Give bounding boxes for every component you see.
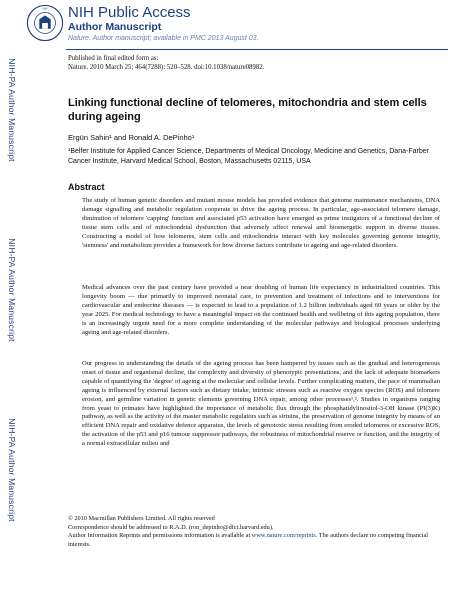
author-info-note: Author Information Reprints and permissions information is available at www.nature.com/reprints. The authors declare no competing financial interests. [68, 532, 429, 548]
body-paragraph-2: Our progress in understanding the details of the ageing process has been hampered by issues such as the gradual and heterogeneous onset of tissue and organismal decline, the complexity and diversity of phenotypic presentations, and the lack of adequate biomarkers capable of quantifying the 'degree' of ageing at the molecular and cellular levels. Further complicating matters, the pace of mammalian ageing is influenced by external factors such as dietary intake, intrinsic stresses such as reactive oxygen species (ROS) and telomere erosion, and germline variation in genetic elements governing DNA repair, among other processes¹,². Studies in organisms ranging from yeast to primates have highlighted the importance of metabolic flux through the phosphatidylinositol-3-OH kinase (PI(3)K) pathway, as well as the activity of the master metabolic regulators such as sirtuins, the preservation of genome integrity by means of an efficient DNA repair and oxidative defence apparatus, the levels of genotoxic stress resulting from eroded telomeres or excessive ROS, the activation of the p53 and p16 tumour suppressor pathways, the robustness of mitochondrial reserve or function, and the integrity of a normal extracellular milieu and [82, 360, 440, 448]
header-rule [66, 49, 448, 50]
availability-note: Nature. Author manuscript; available in PMC 2013 August 03. [68, 35, 259, 42]
side-margin: NIH-PA Author Manuscript NIH-PA Author Manuscript NIH-PA Author Manuscript [7, 58, 17, 522]
published-label: Published in final edited form as: [68, 55, 159, 62]
citation: Nature. 2010 March 25; 464(7288): 520–528. doi:10.1038/nature08982. [68, 64, 265, 71]
nih-header [68, 5, 448, 44]
abstract-text: The study of human genetic disorders and mutant mouse models has provided evidence that genome maintenance mechanisms, DNA damage signalling and metabolic regulation cooperate to drive the ageing process. In particular, age-associated telomere damage, diminution of telomere 'capping' function and associated p53 activation have emerged as prime instigators of a functional decline of tissue stem cells and of mitochondrial dysfunction that adversely affect renewal and bioenergetic support in diverse tissues. Constructing a model of how telomeres, stem cells and mitochondria interact with key molecules governing genome integrity, 'stemness' and metabolism provides a framework for how diverse factors contribute to ageing and age-related disorders. [82, 197, 440, 249]
body-paragraph-1: Medical advances over the past century have provided a near doubling of human life expectancy in industrialized countries. This longevity boom — due primarily to improved neonatal care, to prevention and treatment of infections and to interventions for cardiovascular and endocrine diseases — is expected to lead to a population of 1.2 billion individuals aged 60 years or older by the year 2025. For medical technology to have a meaningful impact on the continued health and wellbeing of this ageing population, there is an increasingly urgent need for a more complete understanding of the molecular pathways and biological processes underlying ageing and age-related disorders. [82, 284, 440, 336]
affiliation: ¹Belfer Institute for Applied Cancer Science, Departments of Medical Oncology, Medicine and Genetics, Dana-Farber Cancer Institute, Harvard Medical School, Boston, Massachusetts 02115, USA [68, 148, 429, 165]
copyright-note: © 2010 Macmillan Publishers Limited. All rights reserved [68, 515, 215, 522]
footnotes [68, 515, 448, 549]
publication-info [68, 54, 448, 72]
article-title: Linking functional decline of telomeres, mitochondria and stem cells during ageing [68, 97, 427, 123]
svg-text:NIH: NIH [42, 6, 48, 11]
reprints-link[interactable]: www.nature.com/reprints [251, 532, 316, 539]
abstract-heading: Abstract [68, 182, 105, 192]
nih-seal-icon [26, 4, 64, 42]
correspondence-note: Correspondence should be addressed to R.A.D. (ron_depinho@dfci.harvard.edu). [68, 523, 274, 531]
author-list: Ergün Sahin¹ and Ronald A. DePinho¹ [68, 133, 195, 142]
header-subtitle: Author Manuscript [68, 21, 162, 33]
header-title: NIH Public Access [68, 4, 191, 21]
